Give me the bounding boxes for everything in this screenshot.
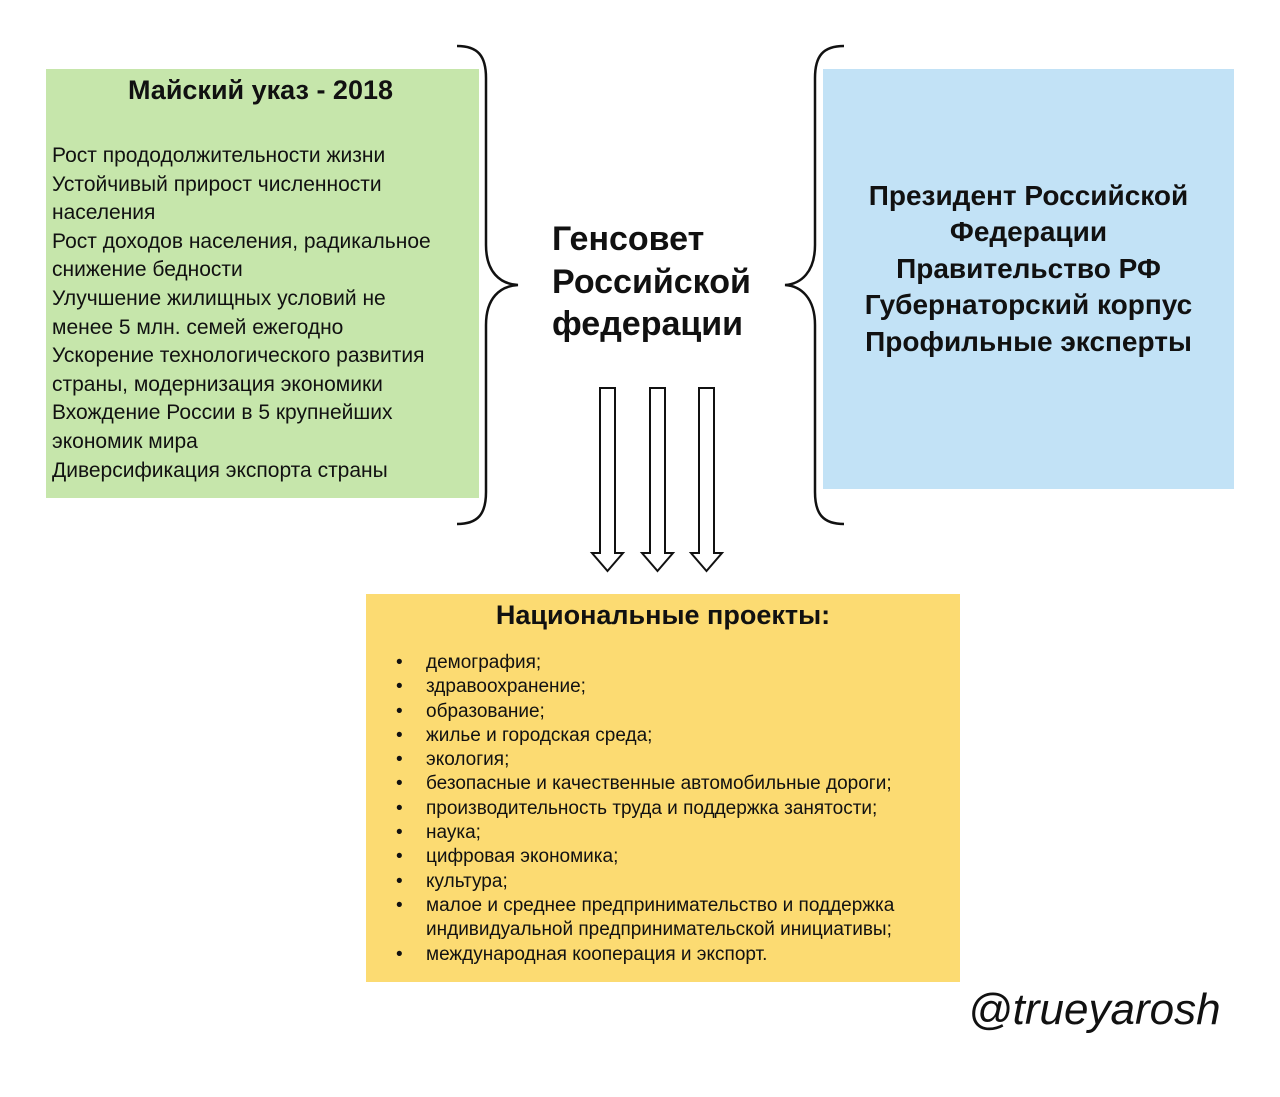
national-project-item: • международная кооперация и экспорт.: [396, 943, 940, 967]
state-council-line: Генсовет: [552, 220, 705, 258]
national-project-item: • жилье и городская среда;: [396, 724, 940, 748]
national-projects-list: [396, 651, 940, 967]
may-decree-list: [52, 142, 469, 485]
author-watermark: @trueyarosh: [968, 985, 1221, 1034]
national-project-item: • производительность труда и поддержка занятости;: [396, 797, 940, 821]
national-project-item: • образование;: [396, 700, 940, 724]
national-project-item: • демография;: [396, 651, 940, 675]
state-council-line: Российской: [552, 262, 751, 301]
national-project-item: • безопасные и качественные автомобильные дороги;: [396, 772, 940, 796]
national-project-item-continuation: индивидуальной предпринимательской инициативы;: [426, 919, 892, 941]
national-projects-title: Национальные проекты:: [495, 600, 831, 630]
may-decree-line: Улучшение жилищных условий не: [52, 286, 386, 310]
may-decree-line: Устойчивый прирост численности: [52, 172, 382, 196]
national-project-item: • малое и среднее предпринимательство и поддержка: [396, 894, 940, 918]
council-member-line: Губернаторский корпус: [864, 289, 1193, 321]
national-project-item: • культура;: [396, 870, 940, 894]
national-project-item: • экология;: [396, 748, 940, 772]
council-member-line: Президент Российской: [868, 179, 1189, 211]
national-project-item: • цифровая экономика;: [396, 845, 940, 869]
may-decree-line: страны, модернизация экономики: [52, 372, 383, 396]
may-decree-line: Ускорение технологического развития: [52, 344, 425, 368]
may-decree-line: менее 5 млн. семей ежегодно: [52, 315, 344, 339]
down-arrow-icon: [642, 388, 673, 571]
national-project-item: • здравоохранение;: [396, 675, 940, 699]
national-projects-box: [366, 594, 960, 982]
may-decree-line: Рост прододолжительности жизни: [52, 144, 386, 167]
council-members-list: [865, 178, 1192, 361]
may-decree-line: снижение бедности: [52, 258, 243, 282]
down-arrow-icon: [592, 388, 623, 571]
may-decree-line: Рост доходов населения, радикальное: [52, 229, 431, 253]
may-decree-box: [46, 69, 479, 498]
may-decree-line: Диверсификация экспорта страны: [52, 458, 388, 482]
council-members-box: [823, 69, 1234, 489]
may-decree-line: населения: [52, 201, 156, 225]
down-arrow-icon: [691, 388, 722, 571]
council-member-line: Профильные эксперты: [865, 325, 1192, 357]
state-council-line: федерации: [552, 305, 744, 343]
may-decree-line: Вхождение России в 5 крупнейших: [52, 401, 393, 425]
may-decree-title: Майский указ - 2018: [127, 75, 394, 105]
state-council-title: [552, 218, 792, 346]
national-project-item: • наука;: [396, 821, 940, 845]
may-decree-line: экономик мира: [52, 429, 198, 453]
council-member-line: Правительство РФ: [896, 252, 1161, 284]
council-member-line: Федерации: [949, 216, 1108, 248]
